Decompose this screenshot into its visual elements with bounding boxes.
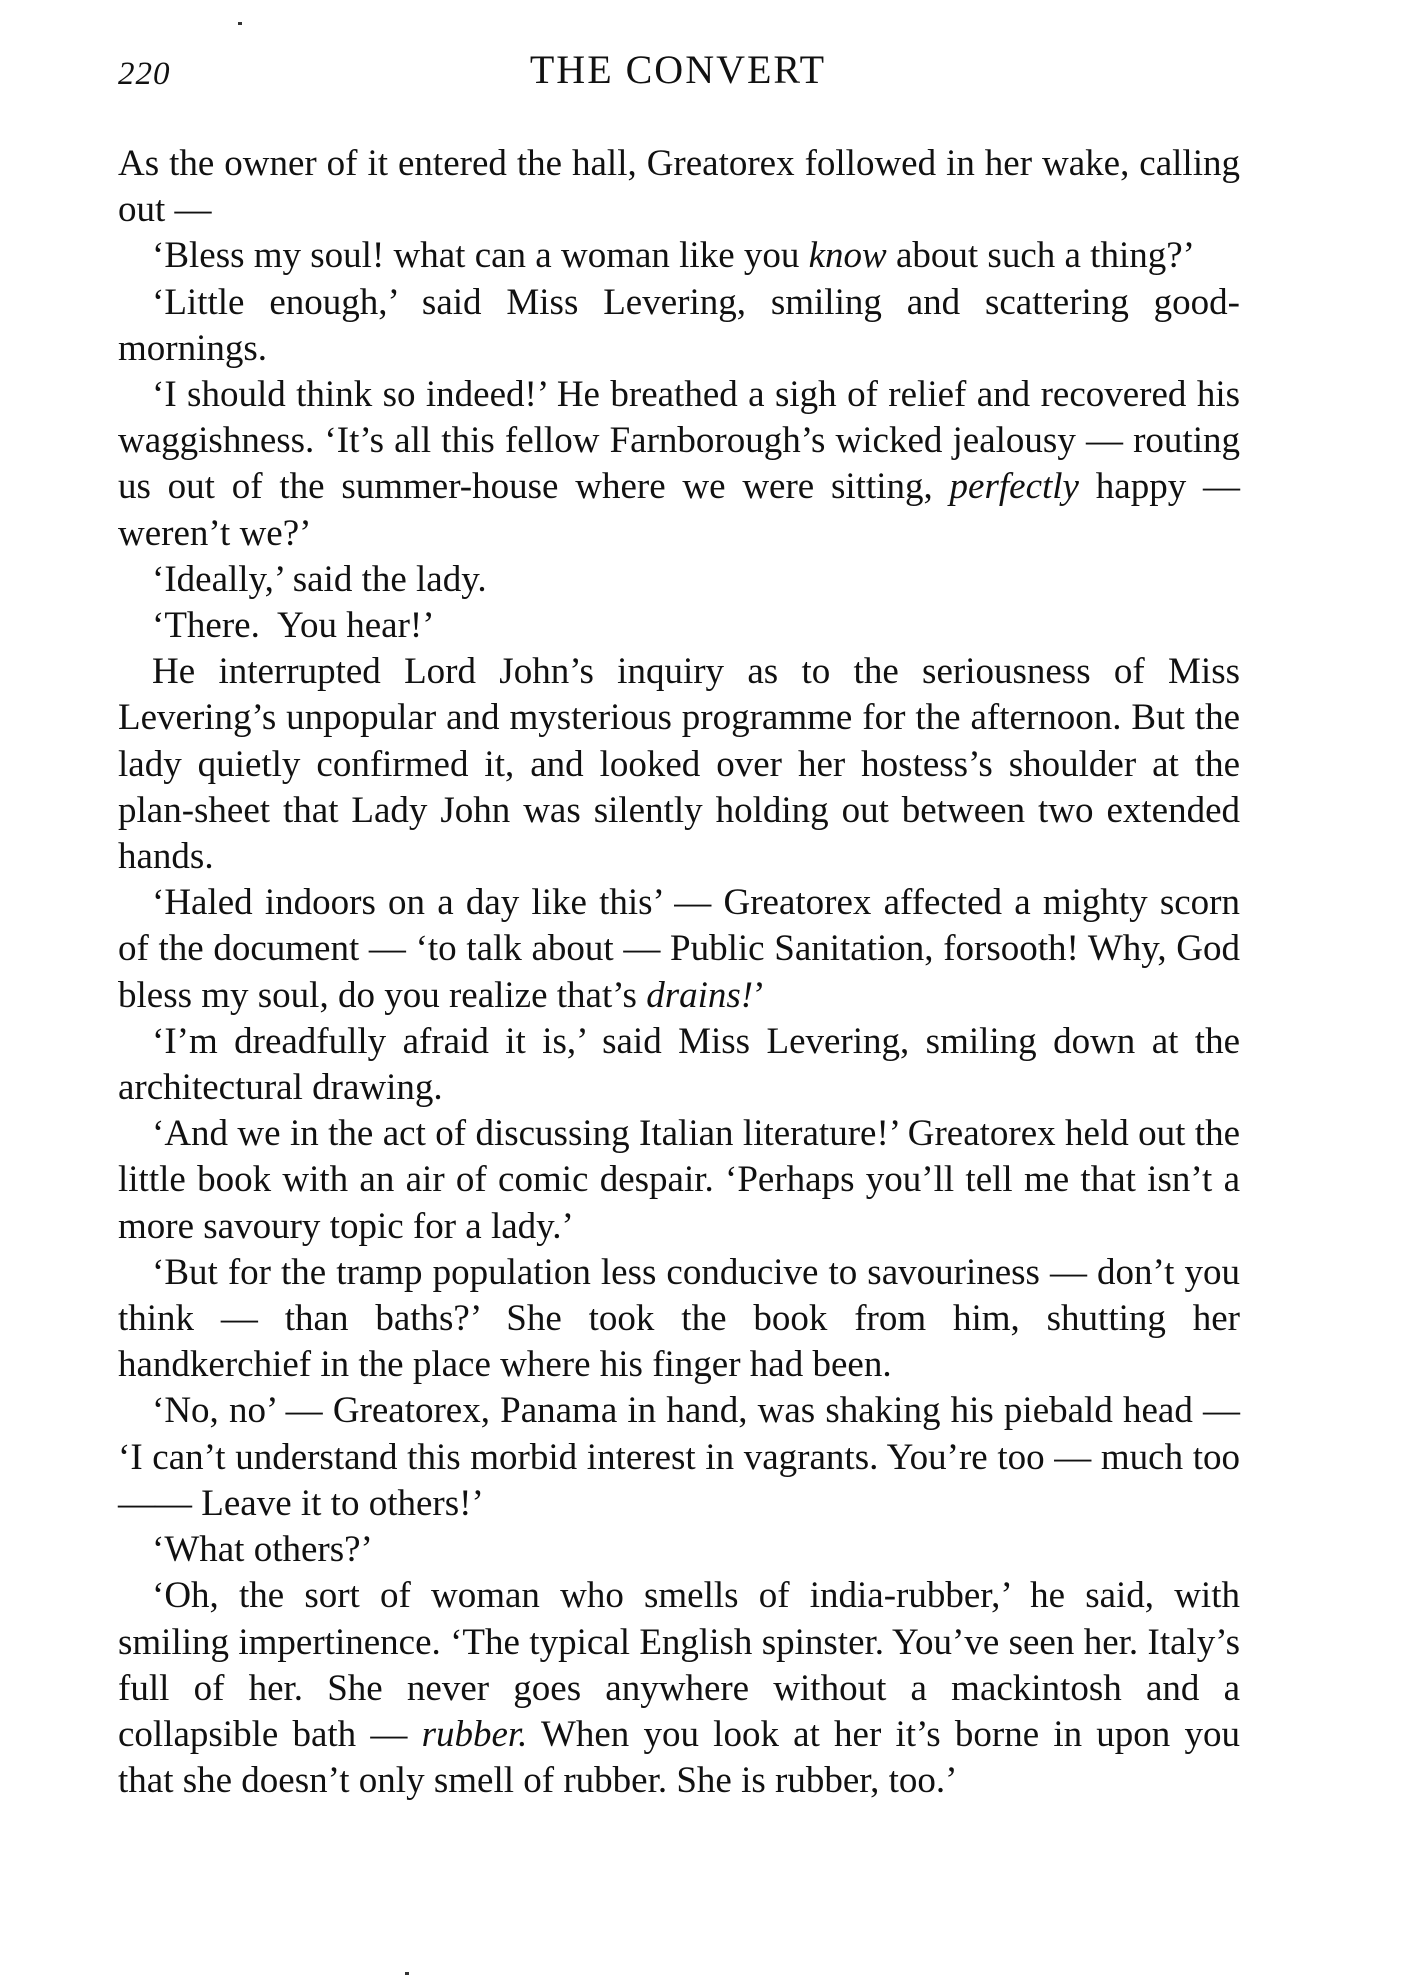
paragraph-text: ‘Little enough,’ said Miss Levering, smiling and scattering good-mornings. (118, 281, 1240, 369)
paragraph (118, 1019, 1240, 1111)
paragraph-text: ‘And we in the act of discussing Italian literature!’ Greatorex held out the little book with an air of comic despair. ‘Perhaps you’ll tell me that isn’t a more savoury topic for a lady.’ (118, 1113, 1240, 1247)
emphasis: drains! (646, 974, 754, 1016)
paragraph-text: about such a thing?’ (886, 235, 1195, 277)
paragraph (118, 1388, 1240, 1527)
paragraph-text: He interrupted Lord John’s inquiry as to the seriousness of Miss Levering’s unpopular and mysterious programme for the afternoon. But the lady quietly confirmed it, and looked over her hostess’s shoulder at the plan-sheet that Lady John was silently holding out between two extended hands. (118, 651, 1240, 878)
paragraph-text: ‘Ideally,’ said the lady. (152, 558, 487, 600)
page-number: 220 (118, 56, 171, 92)
paragraph-text: happy — weren’t we?’ (118, 466, 1240, 554)
emphasis: know (808, 235, 887, 277)
paragraph (118, 141, 1240, 233)
running-head (118, 42, 1238, 102)
emphasis: rubber. (421, 1713, 528, 1755)
paragraph-text: ‘Haled indoors on a day like this’ — Greatorex affected a mighty scorn of the document — ‘to talk about — Public Sanitation, forsooth! Why, God bless my soul, do you realize that’s (118, 882, 1240, 1016)
print-speck (238, 22, 242, 25)
paragraph-text: ‘Bless my soul! what can a woman like you (152, 235, 809, 277)
paragraph (118, 1111, 1240, 1250)
paragraph-text: ‘No, no’ — Greatorex, Panama in hand, was shaking his piebald head — ‘I can’t understand this morbid interest in vagrants. You’re too — much too —— Leave it to others!’ (118, 1390, 1240, 1524)
paragraph-text: As the owner of it entered the hall, Greatorex followed in her wake, calling out — (118, 143, 1240, 231)
paragraph-text: When you look at her it’s borne in upon you that she doesn’t only smell of rubber. She is rubber, too.’ (118, 1713, 1240, 1802)
paragraph (118, 603, 1240, 649)
paragraph (118, 233, 1240, 279)
paragraph (118, 1527, 1240, 1573)
paragraph (118, 1573, 1240, 1804)
paragraph (118, 880, 1240, 1019)
paragraph-text: ‘I should think so indeed!’ He breathed a sigh of relief and recovered his waggishness. ‘It’s all this fellow Farnborough’s wicked jealousy — routing us out of the summer-house where we were sitting, (118, 374, 1240, 508)
paragraph (118, 1250, 1240, 1389)
paragraph (118, 649, 1240, 880)
body-text (118, 141, 1240, 1804)
paragraph-text: ‘I’m dreadfully afraid it is,’ said Miss Levering, smiling down at the architectural drawing. (118, 1020, 1240, 1109)
paragraph (118, 557, 1240, 603)
print-speck (405, 1972, 409, 1975)
paragraph (118, 372, 1240, 557)
paragraph-text: ‘But for the tramp population less conducive to savouriness — don’t you think — than baths?’ She took the book from him, shutting her handkerchief in the place where his finger had been. (118, 1251, 1240, 1386)
emphasis: perfectly (949, 466, 1079, 508)
paragraph-text: ‘There. You hear!’ (152, 605, 435, 647)
paragraph-text: ‘Oh, the sort of woman who smells of india-rubber,’ he said, with smiling impertinence. ‘The typical English spinster. You’ve seen her. Italy’s full of her. She never goes anywhere without a mackintosh and a collapsible bath — (118, 1575, 1240, 1755)
running-title: THE CONVERT (529, 47, 827, 92)
paragraph-text: ‘What others?’ (152, 1529, 373, 1571)
paragraph-text: ’ (753, 974, 766, 1016)
paragraph (118, 280, 1240, 372)
